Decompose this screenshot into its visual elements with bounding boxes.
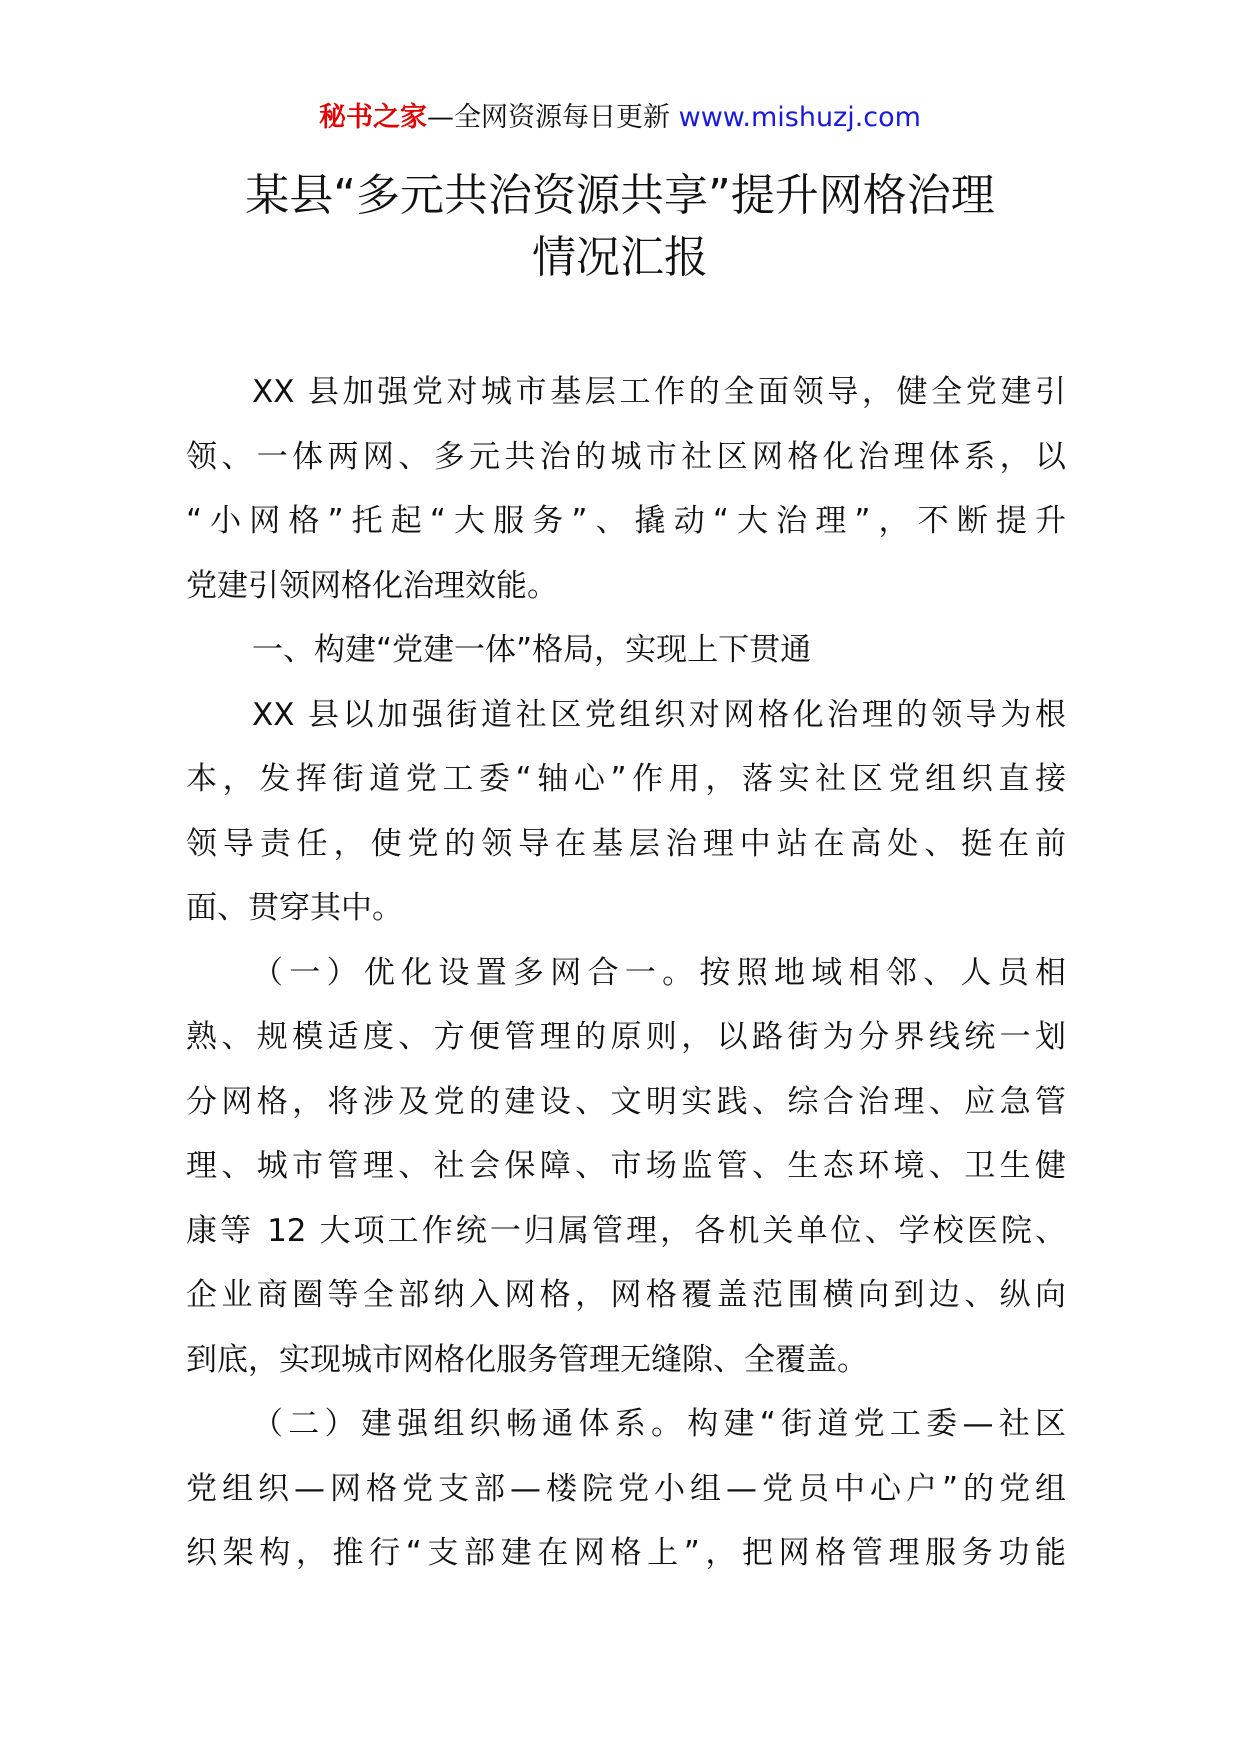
section-heading: 一、构建“党建一体”格局，实现上下贯通 (252, 632, 812, 668)
paragraph-line: 织架构，推行“支部建在网格上”，把网格管理服务功能 (186, 1535, 1066, 1571)
paragraph-line: 到底，实现城市网格化服务管理无缝隙、全覆盖。 (186, 1341, 868, 1378)
paragraph-line: 理、城市管理、社会保障、市场监管、生态环境、卫生健 (186, 1148, 1066, 1184)
paragraph-line: 本，发挥街道党工委“轴心”作用，落实社区党组织直接 (186, 761, 1066, 797)
paragraph-line: 康等 12 大项工作统一归属管理，各机关单位、学校医院、 (186, 1212, 1066, 1249)
paragraph-line: XX 县以加强街道社区党组织对网格化治理的领导为根 (252, 696, 1066, 733)
paragraph-line: 企业商圈等全部纳入网格，网格覆盖范围横向到边、纵向 (186, 1277, 1066, 1313)
paragraph-line: 领、一体两网、多元共治的城市社区网格化治理体系，以 (186, 438, 1066, 475)
paragraph-line: XX 县加强党对城市基层工作的全面领导，健全党建引 (252, 374, 1066, 410)
brand-name: 秘书之家 (319, 102, 428, 133)
document-title-line-2: 情况汇报 (532, 232, 708, 283)
paragraph-line: “小网格”托起“大服务”、撬动“大治理”，不断提升 (186, 503, 1066, 539)
paragraph-line: 分网格，将涉及党的建设、文明实践、综合治理、应急管 (186, 1083, 1066, 1120)
paragraph-line: （二）建强组织畅通体系。构建“街道党工委—社区 (252, 1406, 1066, 1442)
paragraph-line: 熟、规模适度、方便管理的原则，以路街为分界线统一划 (186, 1019, 1066, 1055)
banner-tagline: —全网资源每日更新 (427, 102, 679, 133)
site-banner (0, 98, 1240, 138)
document-body (186, 360, 1066, 1586)
paragraph-line: 党组织—网格党支部—楼院党小组—党员中心户”的党组 (186, 1470, 1066, 1507)
paragraph-line: 党建引领网格化治理效能。 (186, 567, 558, 604)
document-title-line-1: 某县“多元共治资源共享”提升网格治理 (245, 170, 995, 221)
paragraph-line: 面、贯穿其中。 (186, 890, 403, 926)
site-url-link[interactable]: www.mishuzj.com (678, 102, 921, 133)
paragraph-line: 领导责任，使党的领导在基层治理中站在高处、挺在前 (186, 825, 1066, 862)
paragraph-line: （一）优化设置多网合一。按照地域相邻、人员相 (252, 954, 1066, 991)
